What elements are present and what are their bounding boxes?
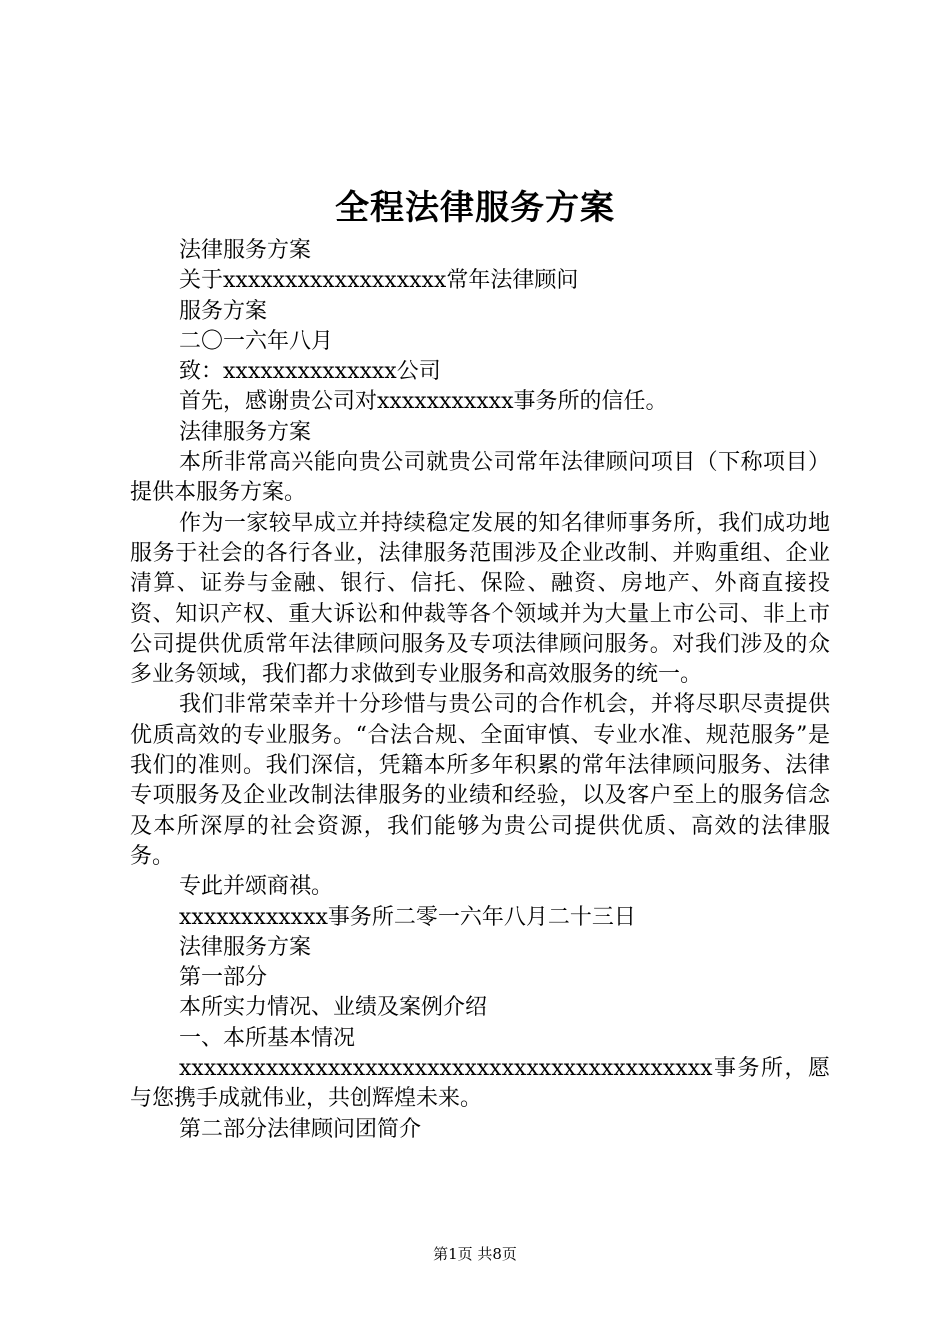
paragraph: 首先，感谢贵公司对xxxxxxxxxxx事务所的信任。 [179, 389, 668, 415]
paragraph: 作为一家较早成立并持续稳定发展的知名律师事务所，我们成功地服务于社会的各行各业，法律服务范围涉及企业改制、并购重组、企业清算、证券与金融、银行、信托、保险、融资、房地产、外商直接投资、知识产权、重大诉讼和仲裁等各个领域并为大量上市公司、非上市公司提供优质常年法律顾问服务及专项法律顾问服务。对我们涉及的众多业务领域，我们都力求做到专业服务和高效服务的统一。 [130, 510, 830, 688]
paragraph: 本所实力情况、业绩及案例介绍 [179, 995, 488, 1021]
paragraph: 第一部分 [179, 965, 268, 991]
paragraph: 第二部分法律顾问团简介 [179, 1116, 422, 1142]
page-footer: 第1页 共8页 [433, 1245, 517, 1263]
paragraph: 服务方案 [179, 298, 268, 324]
paragraph: 法律服务方案 [179, 238, 312, 263]
paragraph: 二〇一六年八月 [179, 328, 334, 354]
paragraph: 法律服务方案 [179, 419, 312, 445]
document-title: 全程法律服务方案 [335, 188, 615, 228]
paragraph: 法律服务方案 [179, 934, 312, 960]
paragraph: xxxxxxxxxxxx事务所二零一六年八月二十三日 [179, 904, 636, 930]
paragraph: xxxxxxxxxxxxxxxxxxxxxxxxxxxxxxxxxxxxxxxxxxx事务所，愿与您携手成就伟业，共创辉煌未来。 [130, 1056, 830, 1112]
paragraph: 本所非常高兴能向贵公司就贵公司常年法律顾问项目（下称项目）提供本服务方案。 [130, 450, 830, 506]
paragraph: 我们非常荣幸并十分珍惜与贵公司的合作机会，并将尽职尽责提供优质高效的专业服务。“合法合规、全面审慎、专业水准、规范服务”是我们的准则。我们深信，凭籍本所多年积累的常年法律顾问服务、法律专项服务及企业改制法律服务的业绩和经验，以及客户至上的服务信念及本所深厚的社会资源，我们能够为贵公司提供优质、高效的法律服务。 [130, 692, 830, 869]
paragraph: 一、本所基本情况 [179, 1025, 356, 1051]
paragraph: 致：xxxxxxxxxxxxxx公司 [179, 359, 441, 385]
paragraph: 专此并颂商祺。 [179, 874, 334, 900]
document-body [130, 236, 830, 1145]
paragraph: 关于xxxxxxxxxxxxxxxxxx常年法律顾问 [179, 268, 579, 294]
